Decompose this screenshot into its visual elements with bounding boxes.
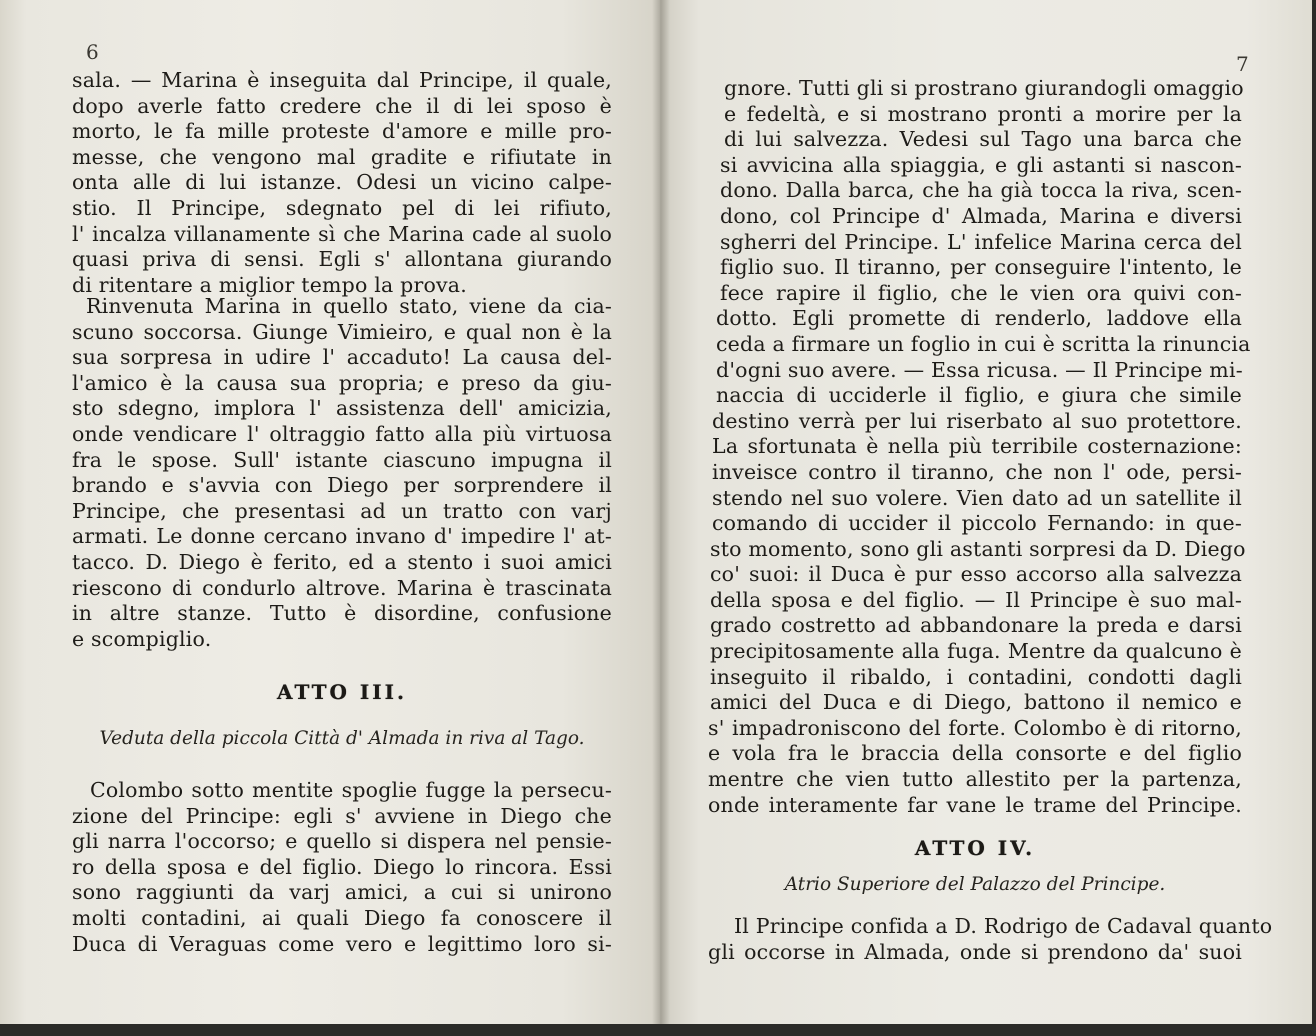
text-line: messe, che vengono mal gradite e rifiutate in xyxy=(72,144,612,169)
act-subtitle: Atrio Superiore del Palazzo del Principe. xyxy=(784,874,1166,895)
text-line: amici del Duca e di Diego, battono il nemico e xyxy=(710,690,1242,715)
right-page xyxy=(660,0,1312,1024)
text-line: sua sorpresa in udire l' accaduto! La causa del- xyxy=(72,345,612,370)
text-line: sala. — Marina è inseguita dal Principe, il quale, xyxy=(72,68,612,92)
text-line: ro della sposa e del figlio. Diego lo rincora. Essi xyxy=(72,854,612,879)
text-line: naccia di ucciderle il figlio, e giura che simile xyxy=(716,383,1242,408)
text-line: zione del Principe: egli s' avviene in Diego che xyxy=(72,803,612,828)
text-line: riescono di condurlo altrove. Marina è trascinata xyxy=(72,575,612,600)
text-line: inveisce contro il tiranno, che non l' ode, persi- xyxy=(712,459,1242,484)
text-line: quasi priva di sensi. Egli s' allontana giurando xyxy=(72,247,612,272)
text-line: brando e s'avvia con Diego per sorprendere il xyxy=(72,473,612,498)
text-line: di ritentare a miglior tempo la prova. xyxy=(72,272,467,297)
text-line: tacco. D. Diego è ferito, ed a stento i suoi amici xyxy=(72,549,612,574)
text-line: l'amico è la causa sua propria; e preso da giu- xyxy=(72,370,612,395)
text-line: onde vendicare l' oltraggio fatto alla più virtuosa xyxy=(72,421,612,446)
text-line: Duca di Veraguas come vero e legittimo loro si- xyxy=(72,931,612,956)
text-line: ceda a firmare un foglio in cui è scritta la rinuncia xyxy=(716,331,1251,356)
text-line: dono, col Principe d' Almada, Marina e diversi xyxy=(720,203,1242,228)
text-line: La sfortunata è nella più terribile costernazione: xyxy=(712,434,1242,459)
text-line: mentre che vien tutto allestito per la partenza, xyxy=(708,767,1242,792)
text-line: sono raggiunti da varj amici, a cui si unirono xyxy=(72,880,612,905)
page-number: 6 xyxy=(86,40,99,64)
text-line: dopo averle fatto credere che il di lei sposo è xyxy=(72,93,612,118)
act-heading: ATTO III. xyxy=(277,680,407,704)
text-line: l' incalza villanamente sì che Marina cade al suolo xyxy=(72,221,612,246)
text-line: Principe, che presentasi ad un tratto con varj xyxy=(72,498,612,523)
text-line: fece rapire il figlio, che le vien ora quivi con- xyxy=(720,280,1242,305)
book-gutter xyxy=(652,0,670,1024)
text-line: e scompiglio. xyxy=(72,626,212,651)
text-line: figlio suo. Il tiranno, per conseguire l'intento, le xyxy=(720,255,1242,280)
text-line: destino verrà per lui riserbato al suo protettore. xyxy=(712,408,1242,433)
text-line: molti contadini, ai quali Diego fa conoscere il xyxy=(72,905,612,930)
paragraph xyxy=(708,914,1273,965)
text-line: co' suoi: il Duca è pur esso accorso alla salvezza xyxy=(710,562,1242,587)
text-line: stendo nel suo volere. Vien dato ad un satellite il xyxy=(712,485,1242,510)
text-line: stio. Il Principe, sdegnato pel di lei rifiuto, xyxy=(72,195,612,220)
text-line: dono. Dalla barca, che ha già tocca la riva, scen- xyxy=(720,178,1242,203)
text-line: gnore. Tutti gli si prostrano giurandogli omaggio xyxy=(724,76,1244,100)
left-page xyxy=(0,0,660,1024)
paragraph xyxy=(72,294,612,652)
paragraph xyxy=(708,76,1251,818)
text-line: armati. Le donne cercano invano d' impedire l' at- xyxy=(72,524,612,549)
text-line: e fedeltà, e si mostrano pronti a morire per la xyxy=(724,101,1242,126)
text-line: onde interamente far vane le trame del Principe. xyxy=(708,792,1242,817)
text-line: grado costretto ad abbandonare la preda e darsi xyxy=(710,613,1242,638)
text-line: Colombo sotto mentite spoglie fugge la persecu- xyxy=(90,778,612,802)
text-line: della sposa e del figlio. — Il Principe è suo mal- xyxy=(710,587,1242,612)
text-line: sto momento, sono gli astanti sorpresi da D. Diego xyxy=(710,536,1246,561)
text-line: fra le spose. Sull' istante ciascuno impugna il xyxy=(72,447,612,472)
page-number: 7 xyxy=(1236,52,1249,76)
text-line: Rinvenuta Marina in quello stato, viene da cia- xyxy=(86,294,612,318)
act-subtitle: Veduta della piccola Città d' Almada in riva al Tago. xyxy=(99,728,585,749)
text-line: di lui salvezza. Vedesi sul Tago una barca che xyxy=(724,127,1242,152)
text-line: scuno soccorsa. Giunge Vimieiro, e qual non è la xyxy=(72,319,612,344)
text-line: gli occorse in Almada, onde si prendono da' suoi xyxy=(708,939,1242,964)
text-line: Il Principe confida a D. Rodrigo de Cadaval quanto xyxy=(734,914,1273,938)
text-line: onta alle di lui istanze. Odesi un vicino calpe- xyxy=(72,170,612,195)
text-line: si avvicina alla spiaggia, e gli astanti si nascon- xyxy=(720,152,1242,177)
text-line: sto sdegno, implora l' assistenza dell' amicizia, xyxy=(72,396,612,421)
text-line: e vola fra le braccia della consorte e del figlio xyxy=(708,741,1242,766)
text-line: comando di uccider il piccolo Fernando: in que- xyxy=(712,511,1242,536)
text-line: d'ogni suo avere. — Essa ricusa. — Il Principe mi- xyxy=(716,357,1243,382)
text-line: s' impadroniscono del forte. Colombo è di ritorno, xyxy=(708,715,1242,740)
paragraph xyxy=(72,68,612,298)
text-line: gli narra l'occorso; e quello si dispera nel pensie- xyxy=(72,829,612,854)
text-line: inseguito il ribaldo, i contadini, condotti dagli xyxy=(710,664,1242,689)
paragraph xyxy=(72,778,612,957)
text-line: in altre stanze. Tutto è disordine, confusione xyxy=(72,601,612,626)
text-line: morto, le fa mille proteste d'amore e mille pro- xyxy=(72,119,612,144)
text-line: precipitosamente alla fuga. Mentre da qualcuno è xyxy=(710,639,1242,664)
text-line: dotto. Egli promette di renderlo, laddove ella xyxy=(716,306,1242,331)
text-line: sgherri del Principe. L' infelice Marina cerca del xyxy=(720,229,1242,254)
act-heading: ATTO IV. xyxy=(914,836,1036,860)
